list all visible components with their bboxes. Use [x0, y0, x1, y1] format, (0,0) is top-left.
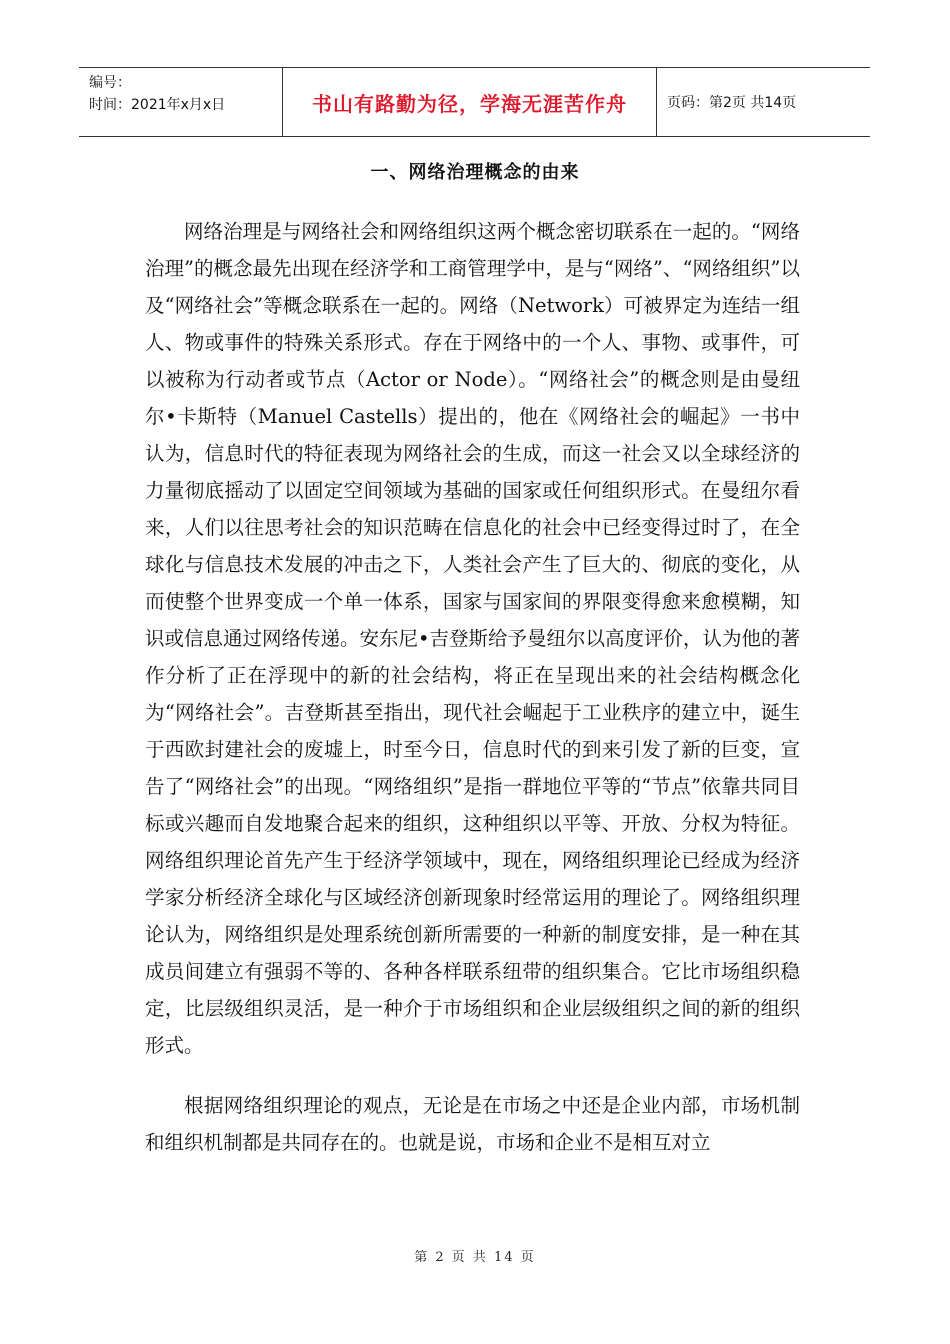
header-motto: 书山有路勤为径，学海无涯苦作舟 [312, 91, 627, 116]
document-number-label: 编号： [89, 75, 131, 91]
paragraph-1: 网络治理是与网络社会和网络组织这两个概念密切联系在一起的。“网络治理”的概念最先出现在经济学和工商管理学中，是与“网络”、“网络组织”以及“网络社会”等概念联系在一起的。网络（Network）可被界定为连结一组人、物或事件的特殊关系形式。存在于网络中的一个人、事物、或事件，可以被称为行动者或节点（Actor or Node）。“网络社会”的概念则是由曼纽尔•卡斯特（Manuel Castells）提出的，他在《网络社会的崛起》一书中认为，信息时代的特征表现为网络社会的生成，而这一社会又以全球经济的力量彻底摇动了以固定空间领域为基础的国家或任何组织形式。在曼纽尔看来，人们以往思考社会的知识范畴在信息化的社会中已经变得过时了，在全球化与信息技术发展的冲击之下，人类社会产生了巨大的、彻底的变化，从而使整个世界变成一个单一体系，国家与国家间的界限变得愈来愈模糊，知识或信息通过网络传递。安东尼•吉登斯给予曼纽尔以高度评价，认为他的著作分析了正在浮现中的新的社会结构，将正在呈现出来的社会结构概念化为“网络社会”。吉登斯甚至指出，现代社会崛起于工业秩序的建立中，诞生于西欧封建社会的废墟上，时至今日，信息时代的到来引发了新的巨变，宣告了“网络社会”的出现。“网络组织”是指一群地位平等的“节点”依靠共同目标或兴趣而自发地聚合起来的组织，这种组织以平等、开放、分权为特征。网络组织理论首先产生于经济学领域中，现在，网络组织理论已经成为经济学家分析经济全球化与区域经济创新现象时经常运用的理论了。网络组织理论认为，网络组织是处理系统创新所需要的一种新的制度安排，是一种在其成员间建立有强弱不等的、各种各样联系纽带的组织集合。它比市场组织稳定，比层级组织灵活，是一种介于市场组织和企业层级组织之间的新的组织形式。 [145, 220, 801, 1057]
paragraph-2: 根据网络组织理论的观点，无论是在市场之中还是企业内部，市场机制和组织机制都是共同存在的。也就是说，市场和企业不是相互对立 [145, 1094, 800, 1154]
header-meta-cell [79, 68, 283, 136]
header-page-code: 页码：第2页 共14页 [667, 95, 797, 111]
document-body [145, 213, 800, 1161]
document-time-label: 时间：2021年x月x日 [89, 97, 226, 113]
page-header [79, 67, 870, 137]
header-page-cell [657, 68, 870, 136]
section-title: 一、网络治理概念的由来 [370, 162, 580, 183]
header-motto-cell [283, 68, 657, 136]
page-footer: 第 2 页 共 14 页 [414, 1250, 536, 1265]
